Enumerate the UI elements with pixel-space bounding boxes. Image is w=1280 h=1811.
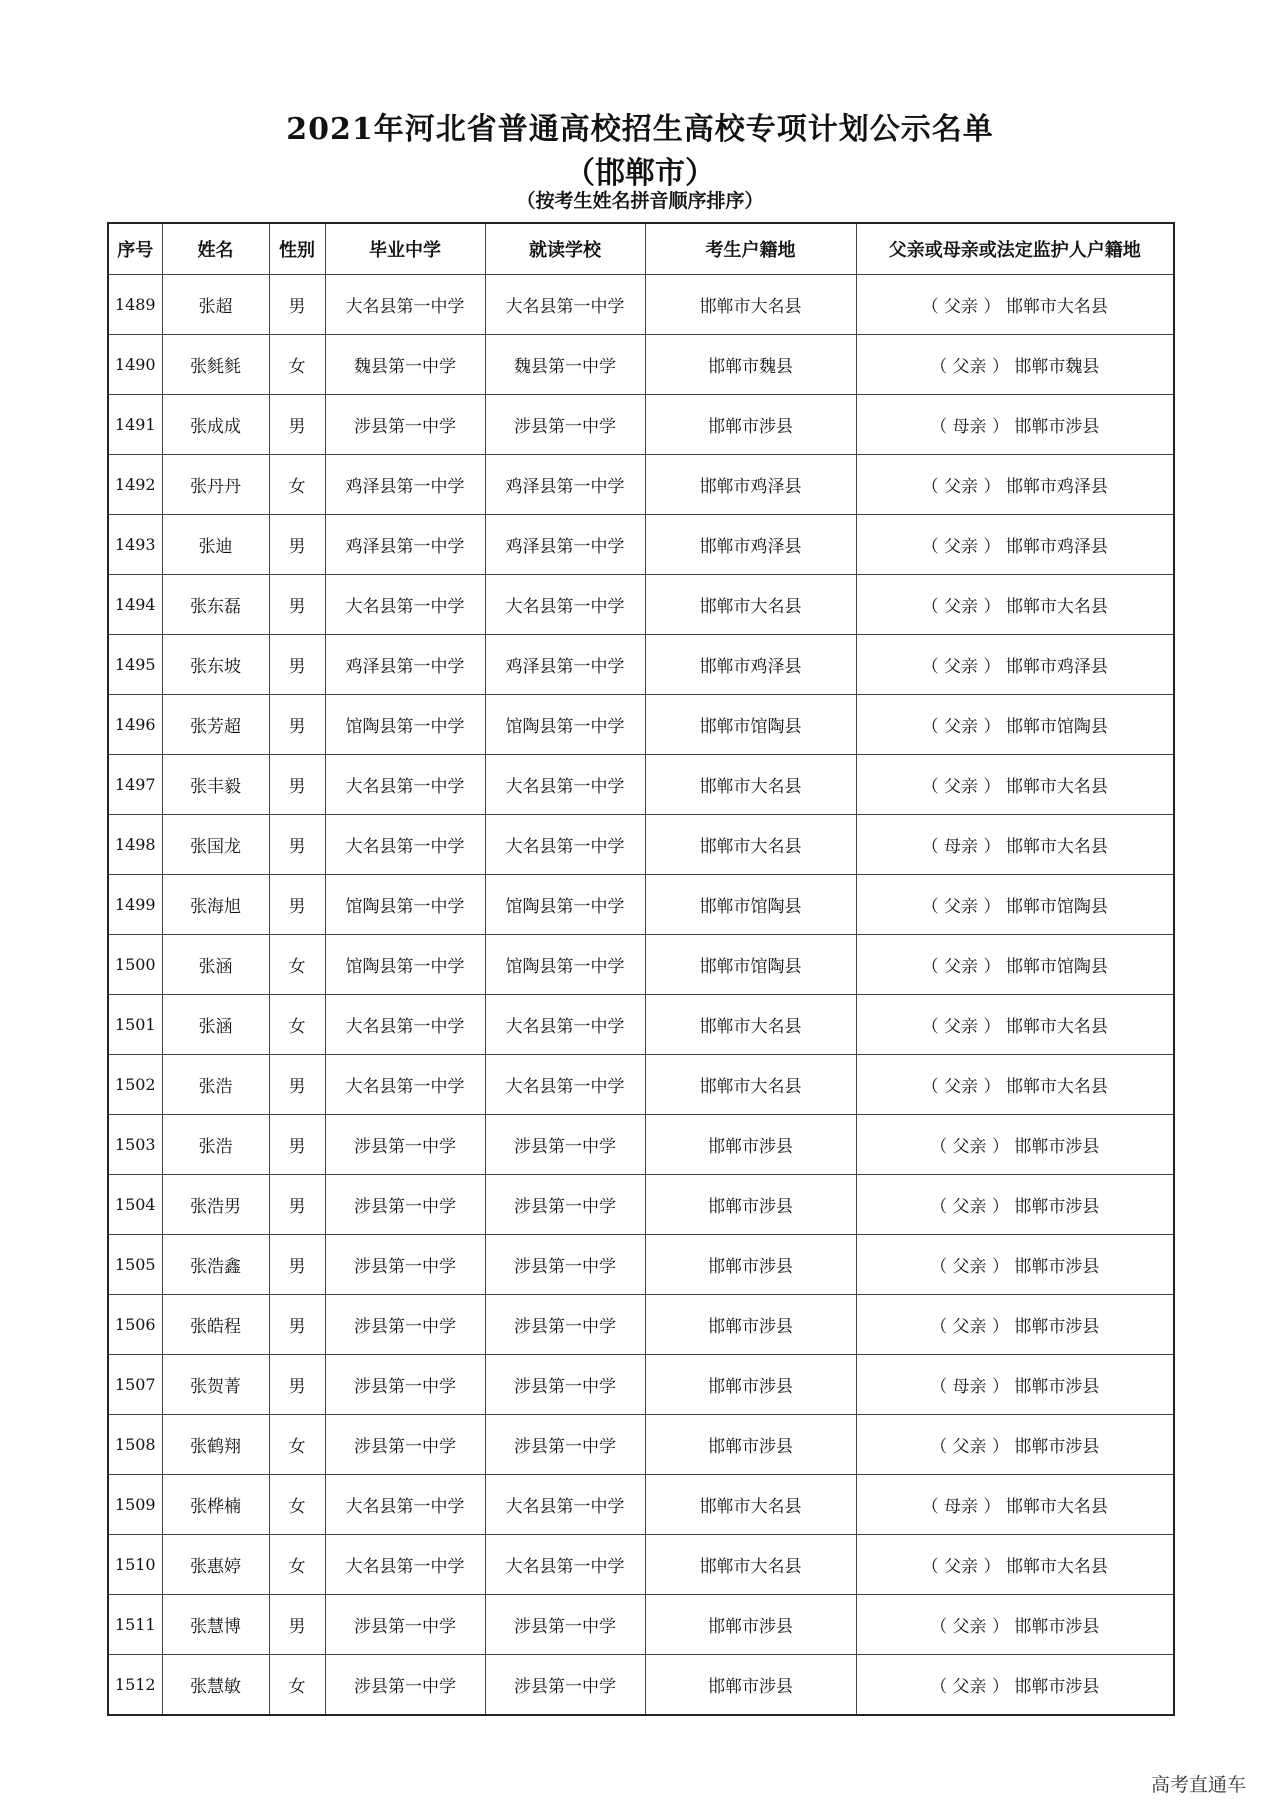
cell-current-school: 大名县第一中学 <box>485 755 645 815</box>
cell-gender: 男 <box>269 1175 325 1235</box>
cell-grad-school: 涉县第一中学 <box>325 395 485 455</box>
cell-guardian-hukou: （ 父亲 ） 邯郸市馆陶县 <box>856 875 1174 935</box>
cell-name: 张超 <box>162 275 269 335</box>
cell-grad-school: 馆陶县第一中学 <box>325 935 485 995</box>
cell-hukou: 邯郸市鸡泽县 <box>645 515 856 575</box>
cell-no: 1501 <box>108 995 162 1055</box>
table-header-row <box>108 223 1174 275</box>
cell-hukou: 邯郸市魏县 <box>645 335 856 395</box>
cell-gender: 男 <box>269 275 325 335</box>
cell-gender: 女 <box>269 935 325 995</box>
cell-no: 1495 <box>108 635 162 695</box>
cell-guardian-hukou: （ 父亲 ） 邯郸市馆陶县 <box>856 695 1174 755</box>
cell-name: 张浩鑫 <box>162 1235 269 1295</box>
cell-hukou: 邯郸市涉县 <box>645 1595 856 1655</box>
cell-gender: 女 <box>269 1475 325 1535</box>
cell-gender: 男 <box>269 575 325 635</box>
table-row <box>108 1235 1174 1295</box>
cell-no: 1494 <box>108 575 162 635</box>
table-row <box>108 515 1174 575</box>
cell-gender: 女 <box>269 1535 325 1595</box>
cell-grad-school: 大名县第一中学 <box>325 275 485 335</box>
column-header-current-school: 就读学校 <box>485 223 645 275</box>
cell-hukou: 邯郸市鸡泽县 <box>645 455 856 515</box>
column-header-name: 姓名 <box>162 223 269 275</box>
cell-guardian-hukou: （ 父亲 ） 邯郸市鸡泽县 <box>856 455 1174 515</box>
cell-gender: 女 <box>269 1415 325 1475</box>
cell-name: 张涵 <box>162 995 269 1055</box>
cell-name: 张迪 <box>162 515 269 575</box>
cell-hukou: 邯郸市大名县 <box>645 575 856 635</box>
cell-guardian-hukou: （ 父亲 ） 邯郸市涉县 <box>856 1235 1174 1295</box>
cell-name: 张毵毵 <box>162 335 269 395</box>
cell-no: 1497 <box>108 755 162 815</box>
table-row <box>108 1115 1174 1175</box>
cell-name: 张国龙 <box>162 815 269 875</box>
cell-guardian-hukou: （ 父亲 ） 邯郸市涉县 <box>856 1115 1174 1175</box>
cell-name: 张东磊 <box>162 575 269 635</box>
cell-guardian-hukou: （ 母亲 ） 邯郸市涉县 <box>856 395 1174 455</box>
table-row <box>108 1175 1174 1235</box>
cell-grad-school: 涉县第一中学 <box>325 1295 485 1355</box>
table-row <box>108 1355 1174 1415</box>
cell-current-school: 涉县第一中学 <box>485 1295 645 1355</box>
cell-grad-school: 鸡泽县第一中学 <box>325 515 485 575</box>
cell-current-school: 涉县第一中学 <box>485 1115 645 1175</box>
cell-name: 张浩男 <box>162 1175 269 1235</box>
cell-current-school: 涉县第一中学 <box>485 395 645 455</box>
table-row <box>108 1475 1174 1535</box>
cell-gender: 男 <box>269 1595 325 1655</box>
cell-hukou: 邯郸市大名县 <box>645 995 856 1055</box>
cell-current-school: 馆陶县第一中学 <box>485 935 645 995</box>
cell-hukou: 邯郸市馆陶县 <box>645 695 856 755</box>
table-row <box>108 995 1174 1055</box>
cell-current-school: 鸡泽县第一中学 <box>485 635 645 695</box>
cell-current-school: 大名县第一中学 <box>485 575 645 635</box>
cell-grad-school: 大名县第一中学 <box>325 1475 485 1535</box>
cell-current-school: 大名县第一中学 <box>485 1475 645 1535</box>
cell-guardian-hukou: （ 父亲 ） 邯郸市涉县 <box>856 1655 1174 1716</box>
cell-current-school: 大名县第一中学 <box>485 815 645 875</box>
cell-grad-school: 涉县第一中学 <box>325 1175 485 1235</box>
cell-gender: 男 <box>269 1055 325 1115</box>
cell-guardian-hukou: （ 父亲 ） 邯郸市大名县 <box>856 1055 1174 1115</box>
table-row <box>108 575 1174 635</box>
column-header-no: 序号 <box>108 223 162 275</box>
cell-hukou: 邯郸市馆陶县 <box>645 875 856 935</box>
cell-hukou: 邯郸市大名县 <box>645 1055 856 1115</box>
cell-current-school: 大名县第一中学 <box>485 275 645 335</box>
table-row <box>108 1055 1174 1115</box>
cell-current-school: 馆陶县第一中学 <box>485 875 645 935</box>
table-row <box>108 1535 1174 1595</box>
cell-current-school: 大名县第一中学 <box>485 1055 645 1115</box>
cell-grad-school: 馆陶县第一中学 <box>325 695 485 755</box>
cell-grad-school: 涉县第一中学 <box>325 1655 485 1716</box>
cell-current-school: 涉县第一中学 <box>485 1355 645 1415</box>
cell-guardian-hukou: （ 父亲 ） 邯郸市涉县 <box>856 1415 1174 1475</box>
cell-hukou: 邯郸市大名县 <box>645 1535 856 1595</box>
cell-no: 1511 <box>108 1595 162 1655</box>
table-row <box>108 935 1174 995</box>
cell-hukou: 邯郸市涉县 <box>645 1355 856 1415</box>
sort-note: （按考生姓名拼音顺序排序） <box>516 190 764 212</box>
cell-grad-school: 大名县第一中学 <box>325 1535 485 1595</box>
cell-no: 1492 <box>108 455 162 515</box>
cell-no: 1505 <box>108 1235 162 1295</box>
cell-name: 张海旭 <box>162 875 269 935</box>
cell-current-school: 涉县第一中学 <box>485 1175 645 1235</box>
cell-gender: 男 <box>269 395 325 455</box>
table-row <box>108 1655 1174 1716</box>
cell-no: 1503 <box>108 1115 162 1175</box>
table-row <box>108 1595 1174 1655</box>
cell-no: 1509 <box>108 1475 162 1535</box>
cell-guardian-hukou: （ 父亲 ） 邯郸市涉县 <box>856 1295 1174 1355</box>
cell-grad-school: 涉县第一中学 <box>325 1595 485 1655</box>
cell-guardian-hukou: （ 母亲 ） 邯郸市涉县 <box>856 1355 1174 1415</box>
cell-no: 1510 <box>108 1535 162 1595</box>
cell-gender: 男 <box>269 815 325 875</box>
document-title: 2021年河北省普通高校招生高校专项计划公示名单 <box>286 112 994 147</box>
cell-no: 1490 <box>108 335 162 395</box>
cell-hukou: 邯郸市大名县 <box>645 755 856 815</box>
cell-grad-school: 涉县第一中学 <box>325 1235 485 1295</box>
cell-hukou: 邯郸市涉县 <box>645 1655 856 1716</box>
cell-name: 张涵 <box>162 935 269 995</box>
table-row <box>108 635 1174 695</box>
cell-hukou: 邯郸市鸡泽县 <box>645 635 856 695</box>
table-row <box>108 815 1174 875</box>
cell-name: 张慧敏 <box>162 1655 269 1716</box>
cell-grad-school: 大名县第一中学 <box>325 755 485 815</box>
cell-current-school: 魏县第一中学 <box>485 335 645 395</box>
cell-hukou: 邯郸市涉县 <box>645 1175 856 1235</box>
cell-no: 1500 <box>108 935 162 995</box>
cell-no: 1496 <box>108 695 162 755</box>
watermark-text: 高考直通车 <box>1150 1774 1246 1796</box>
cell-guardian-hukou: （ 父亲 ） 邯郸市涉县 <box>856 1595 1174 1655</box>
cell-hukou: 邯郸市涉县 <box>645 1235 856 1295</box>
cell-name: 张惠婷 <box>162 1535 269 1595</box>
cell-gender: 女 <box>269 455 325 515</box>
cell-gender: 女 <box>269 995 325 1055</box>
cell-no: 1491 <box>108 395 162 455</box>
cell-guardian-hukou: （ 父亲 ） 邯郸市大名县 <box>856 755 1174 815</box>
cell-no: 1504 <box>108 1175 162 1235</box>
cell-grad-school: 大名县第一中学 <box>325 575 485 635</box>
cell-name: 张皓程 <box>162 1295 269 1355</box>
cell-hukou: 邯郸市涉县 <box>645 395 856 455</box>
column-header-hukou: 考生户籍地 <box>645 223 856 275</box>
cell-current-school: 大名县第一中学 <box>485 995 645 1055</box>
column-header-grad-school: 毕业中学 <box>325 223 485 275</box>
cell-grad-school: 鸡泽县第一中学 <box>325 635 485 695</box>
cell-guardian-hukou: （ 父亲 ） 邯郸市鸡泽县 <box>856 635 1174 695</box>
cell-current-school: 鸡泽县第一中学 <box>485 515 645 575</box>
document-subtitle: （邯郸市） <box>565 156 715 191</box>
cell-grad-school: 大名县第一中学 <box>325 815 485 875</box>
cell-no: 1508 <box>108 1415 162 1475</box>
table-row <box>108 395 1174 455</box>
cell-no: 1502 <box>108 1055 162 1115</box>
cell-gender: 女 <box>269 1655 325 1716</box>
cell-gender: 男 <box>269 515 325 575</box>
cell-gender: 男 <box>269 1355 325 1415</box>
cell-gender: 男 <box>269 875 325 935</box>
cell-current-school: 大名县第一中学 <box>485 1535 645 1595</box>
cell-gender: 女 <box>269 335 325 395</box>
cell-hukou: 邯郸市馆陶县 <box>645 935 856 995</box>
cell-guardian-hukou: （ 父亲 ） 邯郸市馆陶县 <box>856 935 1174 995</box>
cell-name: 张丰毅 <box>162 755 269 815</box>
cell-guardian-hukou: （ 父亲 ） 邯郸市大名县 <box>856 575 1174 635</box>
cell-no: 1489 <box>108 275 162 335</box>
cell-grad-school: 魏县第一中学 <box>325 335 485 395</box>
cell-grad-school: 涉县第一中学 <box>325 1415 485 1475</box>
cell-guardian-hukou: （ 父亲 ） 邯郸市魏县 <box>856 335 1174 395</box>
cell-current-school: 馆陶县第一中学 <box>485 695 645 755</box>
cell-current-school: 涉县第一中学 <box>485 1415 645 1475</box>
cell-guardian-hukou: （ 母亲 ） 邯郸市大名县 <box>856 1475 1174 1535</box>
cell-no: 1499 <box>108 875 162 935</box>
cell-gender: 男 <box>269 695 325 755</box>
table-row <box>108 335 1174 395</box>
cell-gender: 男 <box>269 755 325 815</box>
cell-name: 张鹤翔 <box>162 1415 269 1475</box>
cell-name: 张贺菁 <box>162 1355 269 1415</box>
table-row <box>108 455 1174 515</box>
table-row <box>108 695 1174 755</box>
cell-guardian-hukou: （ 父亲 ） 邯郸市涉县 <box>856 1175 1174 1235</box>
cell-name: 张芳超 <box>162 695 269 755</box>
table-row <box>108 875 1174 935</box>
cell-hukou: 邯郸市大名县 <box>645 1475 856 1535</box>
roster-table <box>107 222 1175 1716</box>
cell-no: 1498 <box>108 815 162 875</box>
cell-grad-school: 鸡泽县第一中学 <box>325 455 485 515</box>
table-row <box>108 275 1174 335</box>
cell-current-school: 鸡泽县第一中学 <box>485 455 645 515</box>
cell-current-school: 涉县第一中学 <box>485 1655 645 1716</box>
cell-no: 1507 <box>108 1355 162 1415</box>
cell-name: 张浩 <box>162 1055 269 1115</box>
cell-name: 张成成 <box>162 395 269 455</box>
column-header-guardian-hukou: 父亲或母亲或法定监护人户籍地 <box>856 223 1174 275</box>
cell-grad-school: 大名县第一中学 <box>325 995 485 1055</box>
cell-gender: 男 <box>269 1295 325 1355</box>
cell-name: 张桦楠 <box>162 1475 269 1535</box>
cell-grad-school: 馆陶县第一中学 <box>325 875 485 935</box>
cell-name: 张慧博 <box>162 1595 269 1655</box>
cell-gender: 男 <box>269 1235 325 1295</box>
table-row <box>108 1415 1174 1475</box>
cell-current-school: 涉县第一中学 <box>485 1235 645 1295</box>
cell-name: 张浩 <box>162 1115 269 1175</box>
cell-current-school: 涉县第一中学 <box>485 1595 645 1655</box>
table-row <box>108 755 1174 815</box>
cell-guardian-hukou: （ 父亲 ） 邯郸市大名县 <box>856 1535 1174 1595</box>
cell-grad-school: 涉县第一中学 <box>325 1355 485 1415</box>
cell-guardian-hukou: （ 父亲 ） 邯郸市大名县 <box>856 995 1174 1055</box>
cell-guardian-hukou: （ 母亲 ） 邯郸市大名县 <box>856 815 1174 875</box>
cell-no: 1512 <box>108 1655 162 1716</box>
cell-guardian-hukou: （ 父亲 ） 邯郸市大名县 <box>856 275 1174 335</box>
cell-hukou: 邯郸市涉县 <box>645 1295 856 1355</box>
cell-gender: 男 <box>269 1115 325 1175</box>
cell-grad-school: 大名县第一中学 <box>325 1055 485 1115</box>
cell-no: 1506 <box>108 1295 162 1355</box>
cell-hukou: 邯郸市大名县 <box>645 815 856 875</box>
table-row <box>108 1295 1174 1355</box>
cell-guardian-hukou: （ 父亲 ） 邯郸市鸡泽县 <box>856 515 1174 575</box>
cell-name: 张丹丹 <box>162 455 269 515</box>
cell-hukou: 邯郸市大名县 <box>645 275 856 335</box>
cell-grad-school: 涉县第一中学 <box>325 1115 485 1175</box>
cell-no: 1493 <box>108 515 162 575</box>
column-header-gender: 性别 <box>269 223 325 275</box>
cell-name: 张东坡 <box>162 635 269 695</box>
cell-hukou: 邯郸市涉县 <box>645 1115 856 1175</box>
cell-hukou: 邯郸市涉县 <box>645 1415 856 1475</box>
cell-gender: 男 <box>269 635 325 695</box>
